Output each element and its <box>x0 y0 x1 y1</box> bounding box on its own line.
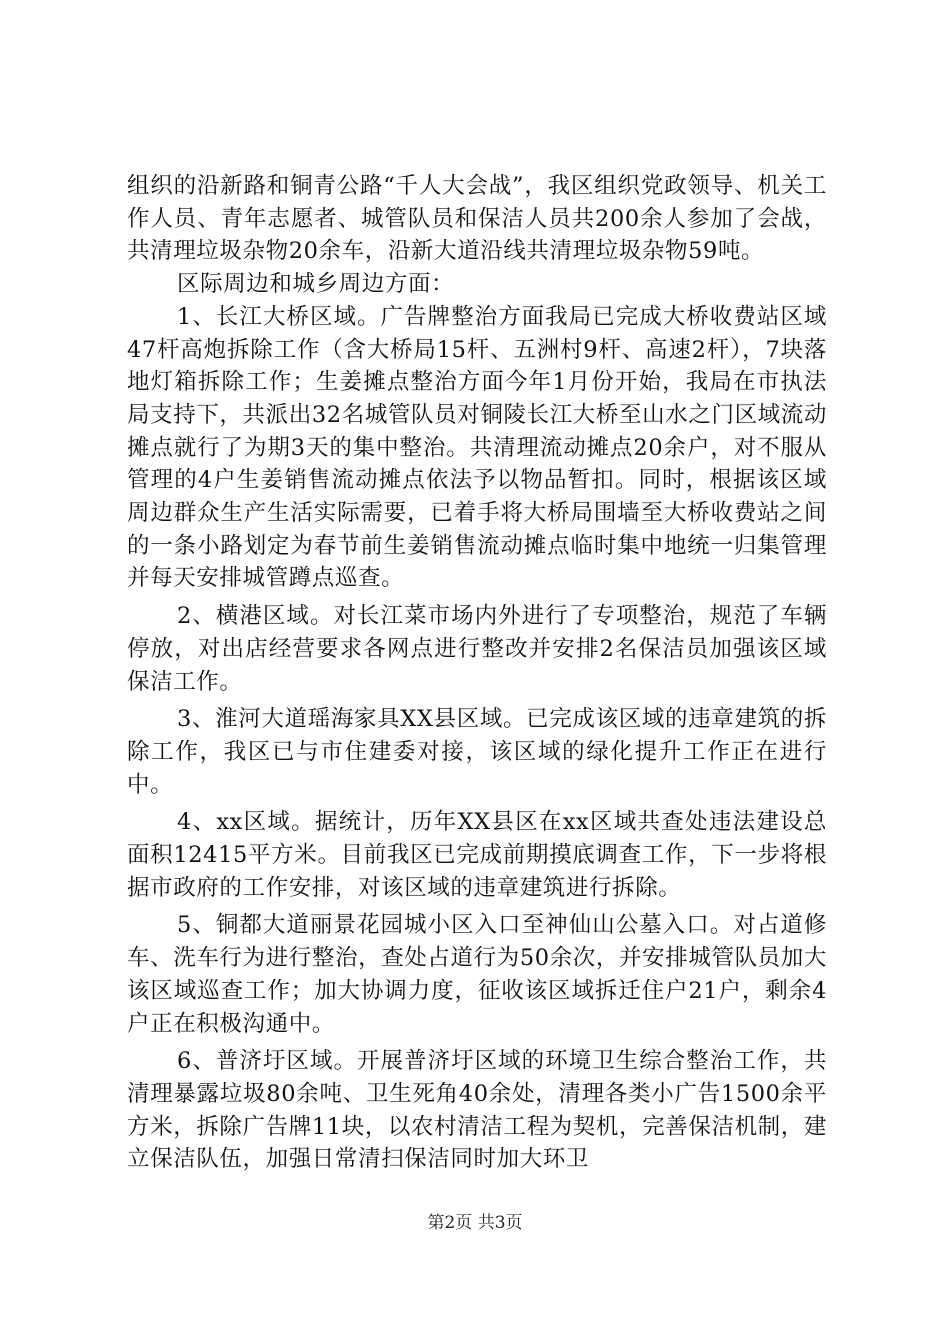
document-body <box>127 170 827 1176</box>
paragraph-item-1: 1、长江大桥区域。广告牌整治方面我局已完成大桥收费站区域47杆高炮拆除工作（含大桥局15杆、五洲村9杆、高速2杆），7块落地灯箱拆除工作；生姜摊点整治方面今年1月份开始，我局在市执法局支持下，共派出32名城管队员对铜陵长江大桥至山水之门区域流动摊点就行了为期3天的集中整治。共清理流动摊点20余户，对不服从管理的4户生姜销售流动摊点依法予以物品暂扣。同时，根据该区域周边群众生产生活实际需要，已着手将大桥局围墙至大桥收费站之间的一条小路划定为春节前生姜销售流动摊点临时集中地统一归集管理并每天安排城管蹲点巡查。 <box>127 303 827 592</box>
paragraph-section-heading: 区际周边和城乡周边方面： <box>177 271 455 298</box>
paragraph-item-5: 5、铜都大道丽景花园城小区入口至神仙山公墓入口。对占道修车、洗车行为进行整治，查处占道行为50余次，并安排城管队员加大该区域巡查工作；加大协调力度，征收该区域拆迁住户21户，剩余4户正在积极沟通中。 <box>127 912 827 1037</box>
paragraph-item-3: 3、淮河大道瑶海家具XX县区域。已完成该区域的违章建筑的拆除工作，我区已与市住建委对接，该区域的绿化提升工作正在进行中。 <box>127 706 827 798</box>
paragraph-item-4: 4、xx区域。据统计，历年XX县区在xx区域共查处违法建设总面积12415平方米。目前我区已完成前期摸底调查工作，下一步将根据市政府的工作安排，对该区域的违章建筑进行拆除。 <box>127 809 827 901</box>
paragraph-continuation: 组织的沿新路和铜青公路“千人大会战”，我区组织党政领导、机关工作人员、青年志愿者、城管队员和保洁人员共200余人参加了会战，共清理垃圾杂物20余车，沿新大道沿线共清理垃圾杂物59吨。 <box>127 173 827 265</box>
page-footer: 第2页 共3页 <box>427 1213 523 1233</box>
paragraph-item-6: 6、普济圩区域。开展普济圩区域的环境卫生综合整治工作，共清理暴露垃圾80余吨、卫生死角40余处，清理各类小广告1500余平方米，拆除广告牌11块，以农村清洁工程为契机，完善保洁机制，建立保洁队伍，加强日常清扫保洁同时加大环卫 <box>127 1048 827 1173</box>
paragraph-item-2: 2、横港区域。对长江菜市场内外进行了专项整治，规范了车辆停放，对出店经营要求各网点进行整改并安排2名保洁员加强该区域保洁工作。 <box>127 603 827 695</box>
